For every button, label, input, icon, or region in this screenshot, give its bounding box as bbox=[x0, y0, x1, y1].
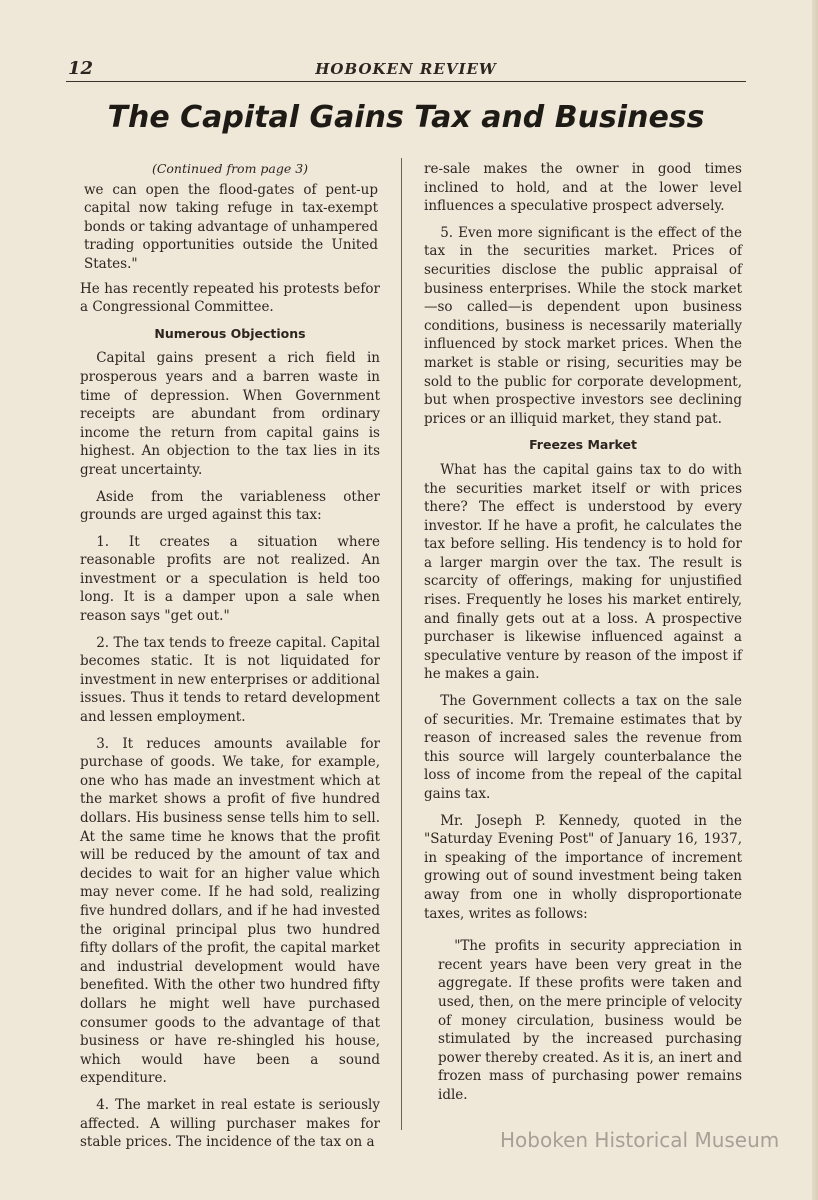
subhead-numerous-objections: Numerous Objections bbox=[154, 325, 306, 341]
subhead-freezes-market: Freezes Market bbox=[529, 437, 637, 453]
quote-opening: we can open the flood-gates of pent-up capital now taking refuge in tax-exempt bonds or taking advantage of unhampered trading opportunities outside the United States." bbox=[84, 181, 378, 272]
paragraph: 5. Even more significant is the effect of the tax in the securities market. Prices of securities disclose the public appraisal of business enterprises. While the stock market—so called—is dependent upon business conditions, business is necessarily materially influenced by stock market prices. When the market is stable or rising, securities may be sold to the public for corporate development, but when prospective investors see declining prices or an illiquid market, they stand pat. bbox=[424, 224, 742, 427]
article-title: The Capital Gains Tax and Business bbox=[107, 100, 705, 135]
page-number: 12 bbox=[68, 58, 94, 79]
paragraph: What has the capital gains tax to do with the securities market itself or with prices there? The effect is understood by every investor. If he have a profit, he calculates the tax before selling. His tendency is to hold for a larger margin over the tax. The result is scarcity of offerings, making for unjustified rises. Frequently he loses his market entirely, and finally gets out at a loss. A prospective purchaser is likewise influenced against a speculative venture by reason of the impost if he makes a gain. bbox=[424, 461, 742, 683]
paragraph: Aside from the variableness other grounds are urged against this tax: bbox=[80, 488, 380, 524]
paragraph: 4. The market in real estate is seriously affected. A willing purchaser makes for stable prices. The incidence of the tax on a bbox=[80, 1096, 380, 1151]
right-column bbox=[424, 160, 742, 1113]
paragraph: re-sale makes the owner in good times inclined to hold, and at the lower level influences a speculative prospect adversely. bbox=[424, 161, 742, 215]
page-edge bbox=[812, 0, 818, 1200]
paragraph: He has recently repeated his protests befor a Congressional Committee. bbox=[80, 280, 380, 316]
paragraph: The Government collects a tax on the sale of securities. Mr. Tremaine estimates that by reason of increased sales the revenue from this source will largely counterbalance the loss of income from the repeal of the capital gains tax. bbox=[424, 693, 742, 802]
continued-note: (Continued from page 3) bbox=[151, 161, 309, 176]
paragraph: 1. It creates a situation where reasonable profits are not realized. An investment or a speculation is held too long. It is a damper upon a sale when reason says "get out." bbox=[80, 533, 380, 625]
block-quote: "The profits in security appreciation in recent years have been very great in the aggregate. If these profits were taken and used, then, on the mere principle of velocity of money circulation, business would be stimulated by the increased purchasing power thereby created. As it is, an inert and frozen mass of purchasing power remains idle. bbox=[438, 938, 742, 1103]
header-rule bbox=[66, 81, 746, 82]
page-header bbox=[66, 56, 746, 86]
watermark: Hoboken Historical Museum bbox=[500, 1128, 780, 1152]
journal-name: HOBOKEN REVIEW bbox=[315, 60, 497, 78]
left-column bbox=[80, 160, 380, 1160]
paragraph: 2. The tax tends to freeze capital. Capital becomes static. It is not liquidated for investment in new enterprises or additional issues. Thus it tends to retard development and lessen employment. bbox=[80, 634, 380, 726]
paragraph: Capital gains present a rich field in prosperous years and a barren waste in time of depression. When Government receipts are abundant from ordinary income the return from capital gains is highest. An objection to the tax lies in its great uncertainty. bbox=[80, 350, 380, 478]
paragraph: Mr. Joseph P. Kennedy, quoted in the "Saturday Evening Post" of January 16, 1937, in speaking of the importance of increment growing out of sound investment being taken away from one in wholly disproportionate taxes, writes as follows: bbox=[424, 812, 742, 922]
paragraph: 3. It reduces amounts available for purchase of goods. We take, for example, one who has made an investment which at the market shows a profit of five hundred dollars. His business sense tells him to sell. At the same time he knows that the profit will be reduced by the amount of tax and decides to wait for an higher value which may never come. If he had sold, realizing five hundred dollars, and if he had invested the original principal plus two hundred fifty dollars of the profit, the capital market and industrial development would have benefited. With the other two hundred fifty dollars he might well have purchased consumer goods to the advantage of that business or have re-shingled his house, which would have been a sound expenditure. bbox=[80, 735, 380, 1087]
column-divider bbox=[401, 158, 402, 1130]
